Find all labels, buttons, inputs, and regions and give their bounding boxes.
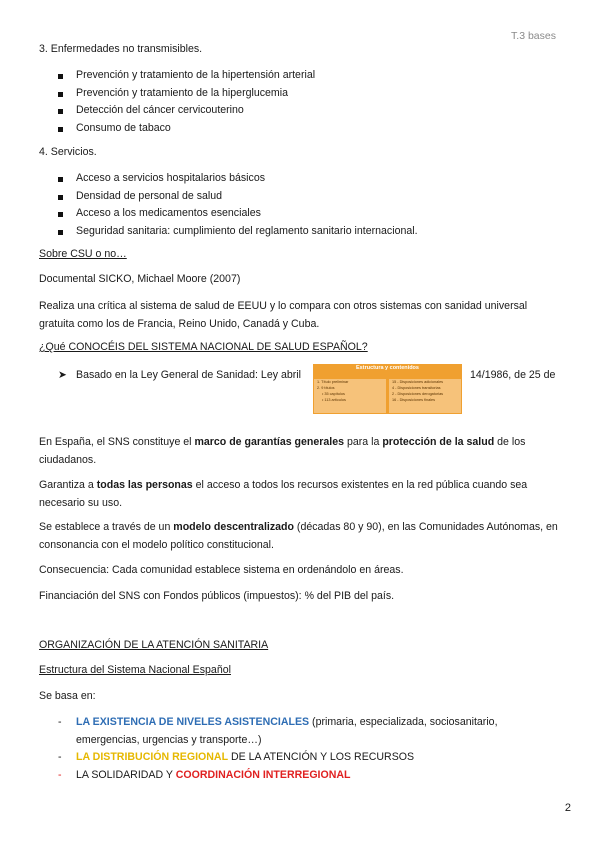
bold-text: todas las personas — [96, 479, 193, 491]
list-item: Detección del cáncer cervicouterino — [58, 102, 315, 120]
bases-list — [58, 714, 558, 784]
bold-text: modelo descentralizado — [173, 521, 294, 533]
sec4-list — [58, 170, 418, 240]
page-number: 2 — [564, 802, 571, 814]
highlight-text: COORDINACIÓN INTERREGIONAL — [175, 768, 351, 781]
infobox-line: 1. Título preliminar — [317, 380, 349, 384]
ley-text: Basado en la Ley General de Sanidad: Ley abril — [76, 369, 301, 381]
paragraph-garantiza — [39, 477, 564, 512]
infobox-line: • 113 artículos — [322, 398, 346, 402]
list-item: Prevención y tratamiento de la hipertensión arterial — [58, 67, 315, 85]
infobox-line: • 35 capítulos — [322, 392, 345, 396]
ley-bullet — [58, 367, 303, 385]
infobox-title: Estructura y contenidos — [356, 365, 419, 371]
bold-text: marco de garantías generales — [194, 436, 345, 448]
critica-paragraph: Realiza una crítica al sistema de salud de EEUU y lo compara con otros sistemas con sanidad universal gratuita como los de Francia, Reino Unido, Canadá y Cuba. — [39, 300, 528, 330]
text: LA SOLIDARIDAD Y — [76, 768, 176, 781]
se-basa-label: Se basa en: — [39, 690, 96, 702]
list-item: Seguridad sanitaria: cumplimiento del reglamento sanitario internacional. — [58, 223, 418, 241]
infobox-line: 2. 9 títulos — [317, 386, 335, 390]
text: DE LA ATENCIÓN Y LOS RECURSOS — [228, 751, 415, 763]
list-item — [58, 767, 558, 785]
list-item: Densidad de personal de salud — [58, 188, 418, 206]
bold-text: protección de la salud — [382, 436, 495, 448]
infobox-line: 2 - Disposiciones derogatorias — [392, 392, 444, 396]
infobox-line: 16 - Disposiciones finales — [392, 398, 436, 402]
text: Garantiza a — [39, 479, 97, 491]
highlight-text: LA DISTRIBUCIÓN REGIONAL — [76, 751, 229, 763]
text: el acceso a todos los recursos existentes en la red pública cuando sea necesario su uso. — [39, 479, 528, 509]
text: En España, el SNS constituye el — [39, 436, 195, 448]
highlight-text: LA EXISTENCIA DE NIVELES ASISTENCIALES — [76, 716, 310, 728]
infobox-line: 15 - Disposiciones adicionales — [392, 380, 444, 384]
list-item — [58, 714, 558, 749]
section-4-title: 4. Servicios. — [39, 146, 97, 158]
estructura-heading: Estructura del Sistema Nacional Español — [39, 664, 231, 676]
text: (décadas 80 y 90), en las Comunidades Autónomas, en consonancia con el modelo político constitucional. — [39, 521, 558, 551]
list-item — [58, 749, 558, 767]
structure-infobox-image — [313, 364, 462, 414]
paragraph-financiacion: Financiación del SNS con Fondos públicos (impuestos): % del PIB del país. — [39, 590, 395, 602]
infobox-column-right — [389, 379, 461, 413]
page-header: T.3 bases — [511, 30, 556, 42]
text: de los ciudadanos. — [39, 436, 526, 466]
text: Se establece a través de un — [39, 521, 174, 533]
paragraph-consecuencia: Consecuencia: Cada comunidad establece sistema en ordenándolo en áreas. — [39, 564, 404, 576]
list-item: Acceso a servicios hospitalarios básicos — [58, 170, 418, 188]
paragraph-sns — [39, 434, 564, 469]
paragraph-modelo — [39, 519, 564, 554]
list-item: Prevención y tratamiento de la hiperglucemia — [58, 85, 315, 103]
arrow-bullet-icon: ➤ — [58, 369, 67, 381]
infobox-column-left — [314, 379, 386, 413]
ley-number: 14/1986, de 25 de — [470, 369, 556, 381]
sec3-list — [58, 67, 315, 137]
list-item: Consumo de tabaco — [58, 120, 315, 138]
documental-line: Documental SICKO, Michael Moore (2007) — [39, 273, 241, 285]
csu-heading: Sobre CSU o no… — [39, 248, 127, 260]
section-3-title: 3. Enfermedades no transmisibles. — [39, 43, 203, 55]
text: para la — [344, 436, 383, 448]
text: (primaria, especializada, sociosanitario, emergencias, urgencias y transporte…) — [76, 716, 498, 746]
sns-heading: ¿Qué CONOCÉIS DEL SISTEMA NACIONAL DE SALUD ESPAÑOL? — [39, 341, 368, 353]
infobox-line: 4 - Disposiciones transitorias — [392, 386, 441, 390]
list-item: Acceso a los medicamentos esenciales — [58, 205, 418, 223]
org-heading: ORGANIZACIÓN DE LA ATENCIÓN SANITARIA — [39, 639, 269, 651]
